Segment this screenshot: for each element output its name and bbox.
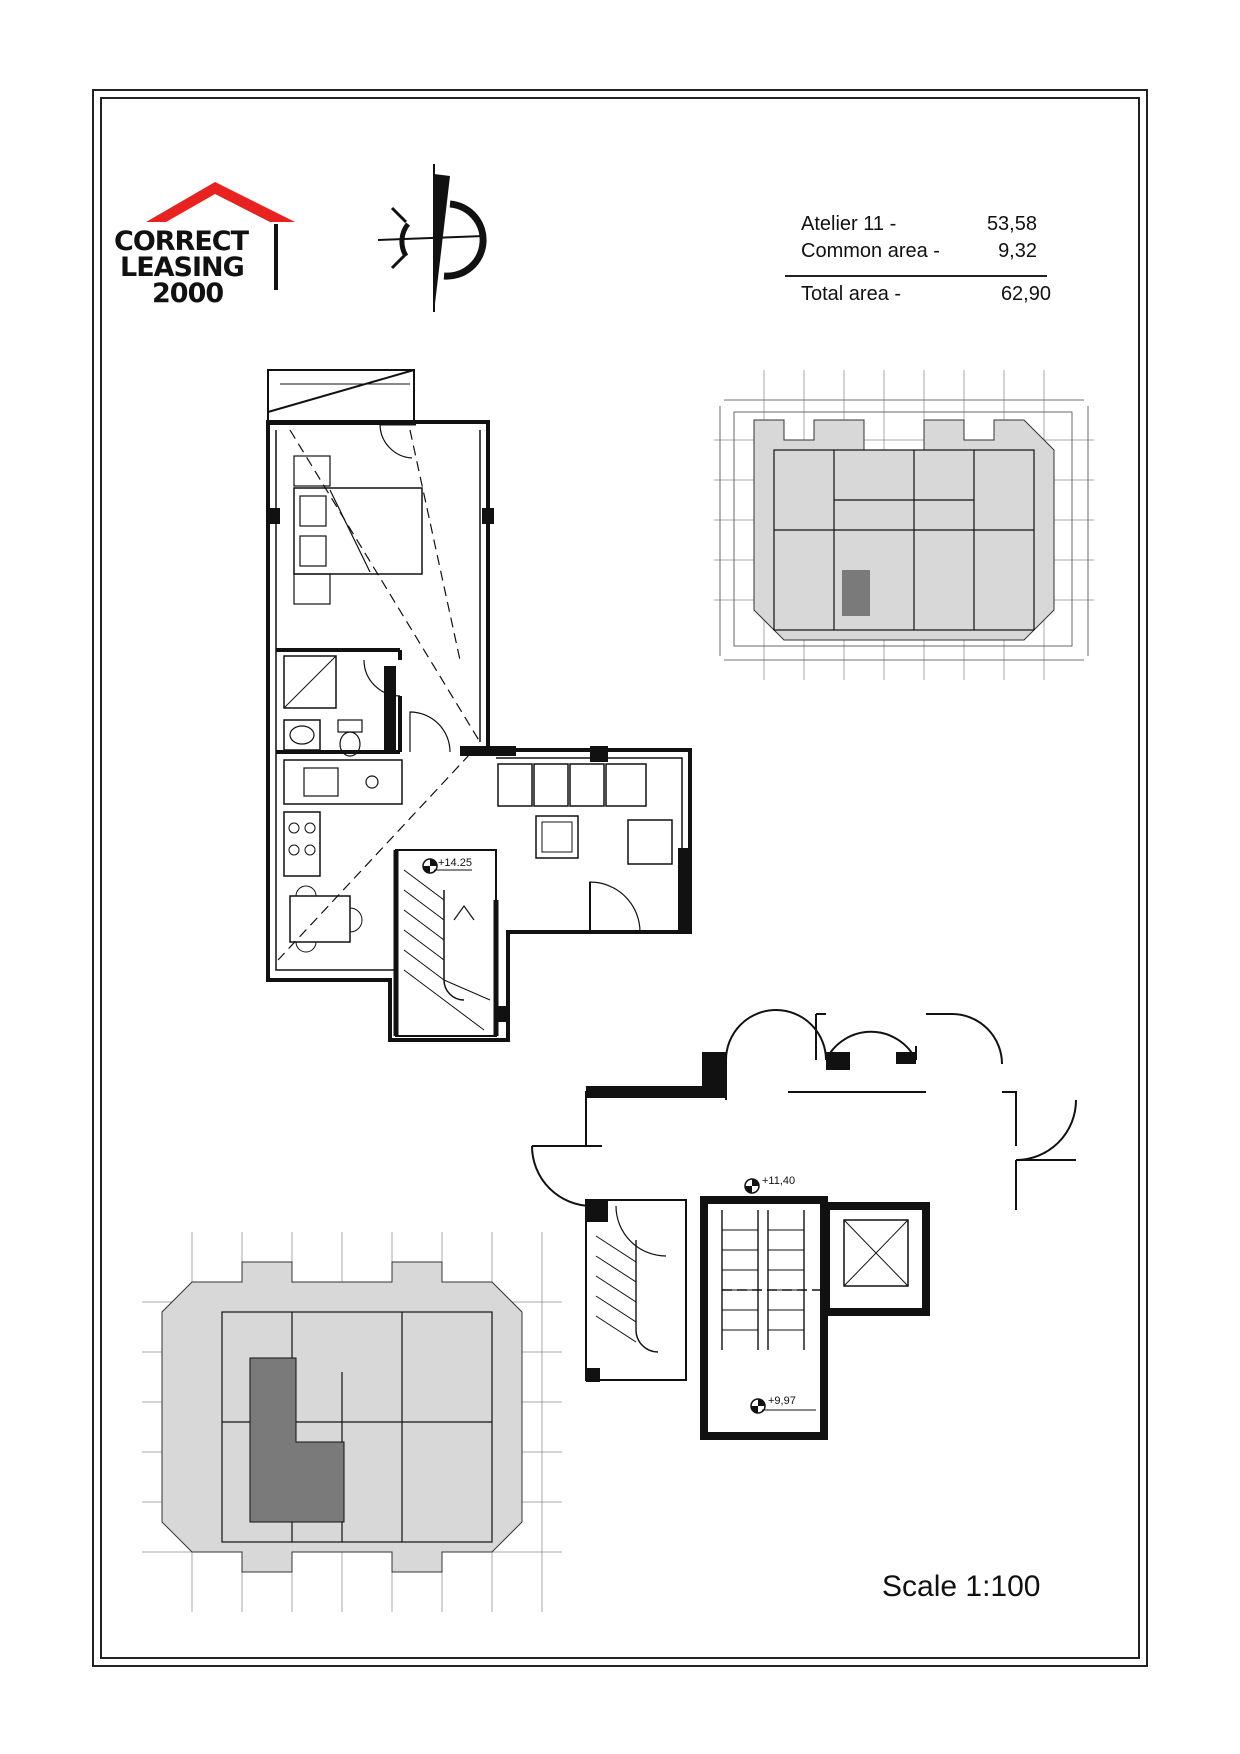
company-logo [110, 180, 300, 310]
area-row-atelier [795, 213, 1065, 239]
area-row-total [795, 283, 1065, 309]
total-value: 62,90 [1000, 283, 1051, 305]
key-plan-lower [132, 1222, 572, 1622]
area-label: Atelier 11 - [801, 213, 897, 235]
level-marker-icon [745, 1179, 759, 1193]
logo-line-3: 2000 [152, 278, 224, 309]
apartment-highlight [842, 570, 870, 616]
drawing-scale: Scale 1:100 [882, 1570, 1041, 1603]
logo-line-2: LEASING [120, 252, 244, 283]
apartment-floor-plan [260, 360, 700, 1060]
north-arrow-icon [372, 164, 492, 314]
logo-line-1: CORRECT [114, 226, 249, 257]
level-label-apartment: +14.25 [438, 857, 472, 869]
key-plan-upper [714, 360, 1094, 720]
area-label: Common area - [801, 240, 940, 262]
area-value: 53,58 [986, 213, 1037, 235]
common-area-plan [526, 1000, 1086, 1460]
level-label-upper-landing: +11,40 [762, 1175, 796, 1187]
area-row-common [795, 240, 1065, 266]
area-value: 9,32 [998, 240, 1037, 262]
total-label: Total area - [801, 283, 902, 305]
total-rule [785, 275, 1047, 277]
logo-bar [274, 224, 278, 290]
level-label-lower-landing: +9,97 [768, 1395, 796, 1407]
